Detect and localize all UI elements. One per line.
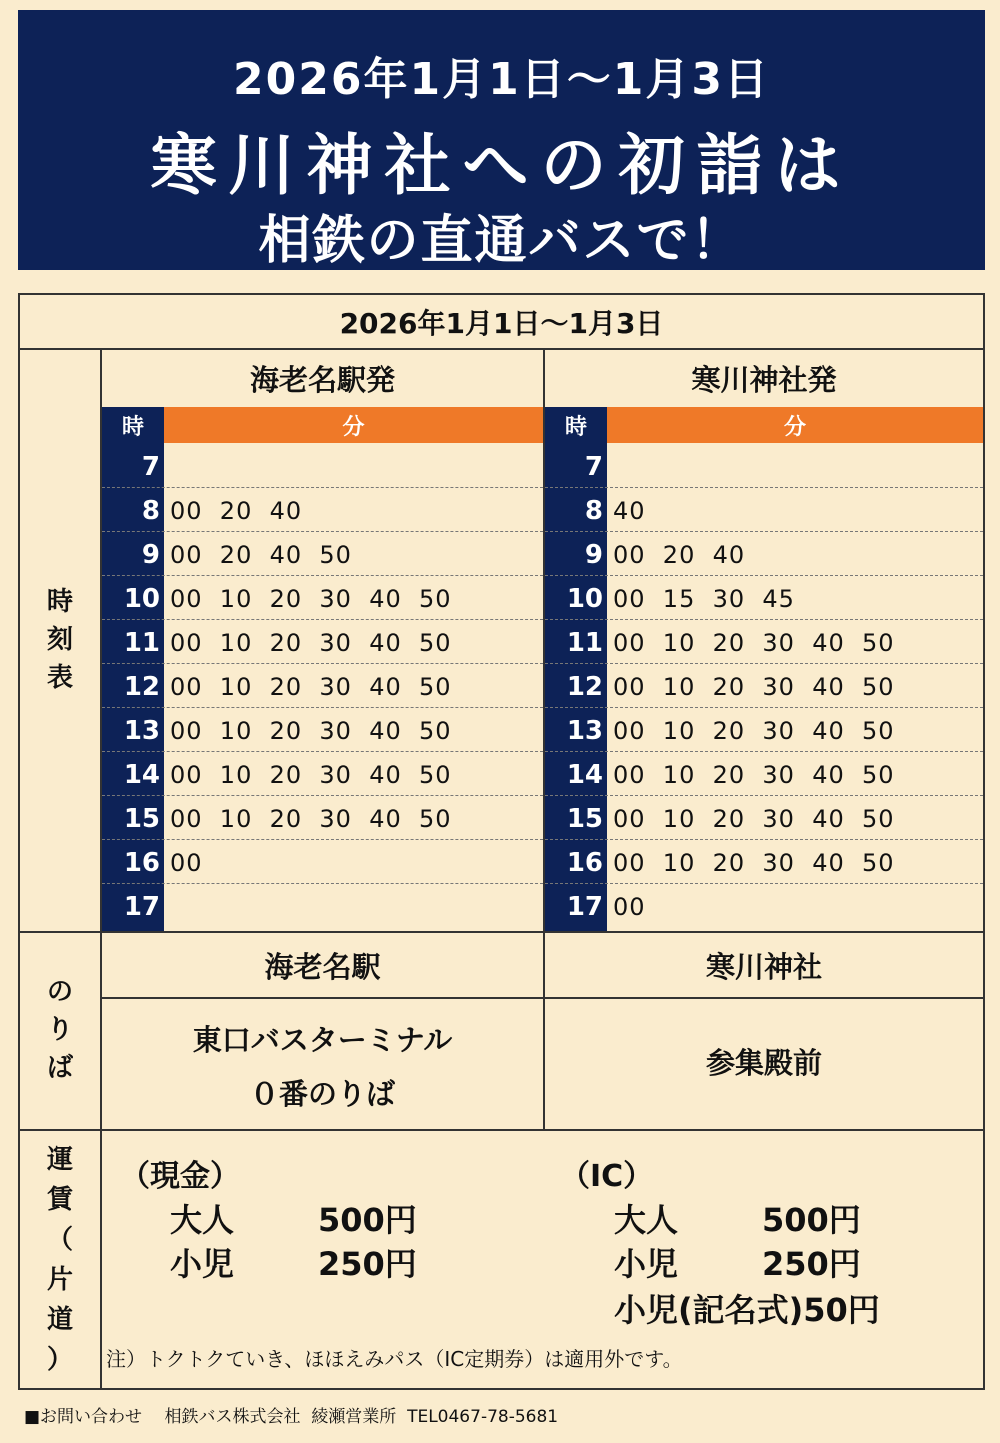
- cash-fare-title: （現金）: [120, 1159, 240, 1194]
- left-hour-cell: 16: [123, 848, 160, 878]
- left-minutes-cell: 00: [170, 849, 203, 877]
- left-hour-cell: 8: [141, 496, 160, 526]
- right-minutes-cell: 00 10 20 30 40 50: [613, 805, 895, 833]
- right-hour-cell: 16: [566, 848, 603, 878]
- timetable-label-char: 刻: [46, 624, 73, 655]
- row-divider: [102, 751, 543, 752]
- header-banner: [18, 10, 985, 270]
- left-stop-place-line: 東口バスターミナル: [192, 1023, 453, 1057]
- ic-fare-row: [614, 1239, 861, 1285]
- right-hour-cell: 15: [566, 804, 603, 834]
- right-minutes-cell: 00 10 20 30 40 50: [613, 629, 895, 657]
- fare-label-text: 大人: [170, 1201, 235, 1239]
- right-hour-cell: 13: [566, 716, 603, 746]
- row-divider: [102, 619, 543, 620]
- left-stop-place: [102, 1013, 543, 1121]
- left-minutes-cell: 00 20 40: [170, 497, 303, 525]
- left-minutes-cell: 00 20 40 50: [170, 541, 352, 569]
- left-minutes-cell: [164, 885, 543, 929]
- cash-fare-row: [170, 1195, 417, 1241]
- right-stop-name: 寒川神社: [705, 949, 822, 984]
- left-stop-name: 海老名駅: [264, 949, 381, 984]
- ic-fare-row: [614, 1195, 861, 1241]
- right-hour-header: 時: [545, 407, 607, 443]
- fare-label-text: 小児: [614, 1245, 679, 1283]
- left-minutes-cell: 00 10 20 30 40 50: [170, 585, 452, 613]
- fare-label-text: 大人: [614, 1201, 679, 1239]
- right-hour-cell: 9: [584, 540, 603, 570]
- row-divider: [102, 663, 543, 664]
- contact-footer: ■お問い合わせ 相鉄バス株式会社 綾瀬営業所 TEL0467-78-5681: [24, 1407, 559, 1427]
- right-minute-header: 分: [607, 407, 983, 443]
- ic-fare-title: （IC）: [560, 1159, 654, 1194]
- right-minutes-cell: 00: [613, 893, 646, 921]
- row-divider: [102, 707, 543, 708]
- row-divider: [102, 883, 543, 884]
- fare-label-text: 小児: [170, 1245, 235, 1283]
- right-hour-cell: 12: [566, 672, 603, 702]
- left-minutes-cell: 00 10 20 30 40 50: [170, 761, 452, 789]
- fare-price: 500円: [318, 1201, 417, 1239]
- fare-label: [20, 1129, 100, 1390]
- row-divider: [102, 531, 543, 532]
- row-divider: [545, 531, 983, 532]
- right-minutes-cell: [607, 445, 983, 489]
- fare-note: 注）トクトクていき、ほほえみパス（IC定期券）は適用外です。: [106, 1347, 683, 1371]
- right-minutes-cell: 00 20 40: [613, 541, 746, 569]
- right-hour-cell: 17: [566, 892, 603, 922]
- timetable-label-char: 時: [46, 586, 73, 617]
- row-divider: [545, 663, 983, 664]
- fare-label-char: 賃: [46, 1184, 73, 1215]
- table-date-caption: 2026年1月1日～1月3日: [339, 306, 664, 340]
- timetable-board: [18, 293, 985, 1390]
- left-minutes-cell: 00 10 20 30 40 50: [170, 673, 452, 701]
- header-subtitle: 相鉄の直通バスで！: [258, 211, 745, 271]
- fare-label-char: 道: [46, 1304, 73, 1335]
- right-hour-cell: 7: [584, 452, 603, 482]
- right-stop-place: 参集殿前: [705, 1046, 822, 1080]
- timetable-label-char: 表: [46, 662, 73, 693]
- right-minutes-cell: 00 10 20 30 40 50: [613, 849, 895, 877]
- left-stop-place-line: ０番のりば: [249, 1077, 395, 1111]
- right-minutes-cell: 00 10 20 30 40 50: [613, 761, 895, 789]
- left-hour-cell: 9: [141, 540, 160, 570]
- row-divider: [545, 751, 983, 752]
- left-hour-header: 時: [102, 407, 164, 443]
- cash-fare-row: [170, 1239, 417, 1285]
- row-divider: [545, 487, 983, 488]
- left-column-title: 海老名駅発: [249, 362, 395, 397]
- left-hour-cell: 14: [123, 760, 160, 790]
- left-hour-cell: 11: [123, 628, 160, 658]
- left-minutes-cell: 00 10 20 30 40 50: [170, 629, 452, 657]
- row-divider: [545, 839, 983, 840]
- row-divider: [102, 795, 543, 796]
- right-hour-cell: 8: [584, 496, 603, 526]
- fare-price: 250円: [762, 1245, 861, 1283]
- left-minute-header: 分: [164, 407, 543, 443]
- left-hour-cell: 15: [123, 804, 160, 834]
- row-divider: [545, 883, 983, 884]
- left-minutes-cell: 00 10 20 30 40 50: [170, 805, 452, 833]
- right-minutes-cell: 40: [613, 497, 646, 525]
- boarding-label-char: ば: [46, 1053, 73, 1083]
- row-divider: [545, 575, 983, 576]
- right-column-title: 寒川神社発: [691, 362, 837, 397]
- row-divider: [102, 575, 543, 576]
- left-hour-cell: 7: [141, 452, 160, 482]
- right-minutes-cell: 00 10 20 30 40 50: [613, 717, 895, 745]
- fare-price: 250円: [318, 1245, 417, 1283]
- row-divider: [545, 707, 983, 708]
- row-divider: [102, 839, 543, 840]
- fare-label-text: 小児(記名式): [614, 1291, 804, 1329]
- left-hour-cell: 17: [123, 892, 160, 922]
- right-minutes-cell: 00 10 20 30 40 50: [613, 673, 895, 701]
- row-divider: [102, 487, 543, 488]
- right-hour-cell: 14: [566, 760, 603, 790]
- right-hour-cell: 10: [566, 584, 603, 614]
- right-minutes-cell: 00 15 30 45: [613, 585, 795, 613]
- header-date: 2026年1月1日～1月3日: [233, 54, 770, 105]
- fare-label-char: ）: [46, 1344, 73, 1375]
- ic-fare-row: [614, 1285, 880, 1331]
- fare-label-char: 片: [46, 1264, 73, 1295]
- right-hour-cell: 11: [566, 628, 603, 658]
- left-hour-cell: 10: [123, 584, 160, 614]
- fare-price: 50円: [803, 1291, 880, 1329]
- left-minutes-cell: [164, 445, 543, 489]
- left-hour-cell: 13: [123, 716, 160, 746]
- timetable-label: [20, 348, 100, 931]
- left-hour-cell: 12: [123, 672, 160, 702]
- row-divider: [545, 619, 983, 620]
- fare-price: 500円: [762, 1201, 861, 1239]
- boarding-label: [20, 931, 100, 1129]
- left-minutes-cell: 00 10 20 30 40 50: [170, 717, 452, 745]
- header-title: 寒川神社への初詣は: [150, 126, 853, 204]
- boarding-label-char: り: [46, 1015, 73, 1045]
- fare-label-char: 運: [46, 1144, 73, 1175]
- boarding-label-char: の: [46, 977, 73, 1007]
- fare-label-char: （: [46, 1224, 73, 1255]
- row-divider: [545, 795, 983, 796]
